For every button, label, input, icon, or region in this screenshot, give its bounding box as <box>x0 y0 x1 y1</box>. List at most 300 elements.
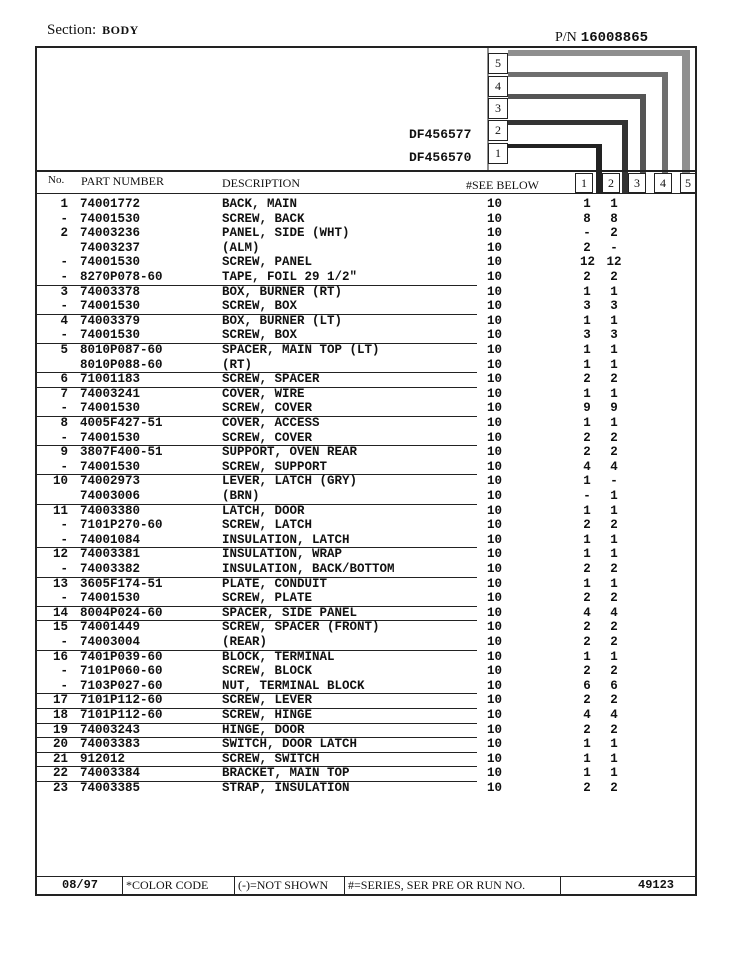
part-description: HINGE, DOOR <box>222 722 305 737</box>
part-description: COVER, ACCESS <box>222 416 320 430</box>
qty-variant-2: 2 <box>610 620 618 635</box>
qty-variant-1: 2 <box>583 693 591 708</box>
qty-variant-2: 1 <box>610 547 618 562</box>
part-number: 3605F174-51 <box>80 576 163 591</box>
see-below-code: 10 <box>487 591 503 606</box>
table-row <box>0 314 750 329</box>
qty-variant-1: 1 <box>583 751 591 766</box>
qty-variant-2: 2 <box>610 226 618 241</box>
see-below-code: 10 <box>487 372 503 387</box>
variant-box-4: 4 <box>488 76 508 97</box>
part-number: 7101P270-60 <box>80 518 163 533</box>
see-below-code: 10 <box>487 226 503 241</box>
see-below-code: 10 <box>487 649 503 664</box>
table-row <box>0 591 750 606</box>
bracket-5 <box>508 50 690 56</box>
table-row <box>0 620 750 635</box>
qty-variant-2: 1 <box>610 313 618 328</box>
part-number: 7101P112-60 <box>80 693 163 708</box>
qty-variant-1: 2 <box>583 620 591 635</box>
item-number: 6 <box>60 372 68 387</box>
qty-variant-2: - <box>610 240 618 255</box>
qty-variant-1: 1 <box>583 313 591 328</box>
qty-variant-1: 1 <box>583 532 591 547</box>
part-description: SCREW, COVER <box>222 430 313 445</box>
qty-variant-2: 8 <box>610 211 618 226</box>
part-description: TAPE, FOIL 29 1/2" <box>222 270 358 284</box>
see-below-code: 10 <box>487 693 503 708</box>
part-number: 74003383 <box>80 737 141 752</box>
table-row <box>0 679 750 694</box>
part-number: 74001084 <box>80 532 141 547</box>
bracket-2 <box>508 120 628 125</box>
item-number: 13 <box>52 576 68 591</box>
item-number: - <box>60 678 68 693</box>
item-number: 2 <box>60 226 68 241</box>
qty-variant-1: 1 <box>583 737 591 752</box>
qty-variant-1: 1 <box>583 343 591 357</box>
table-row <box>0 781 750 796</box>
section-value: BODY <box>102 23 139 37</box>
see-below-code: 10 <box>487 503 503 518</box>
see-below-code: 10 <box>487 445 503 460</box>
see-below-code: 10 <box>487 722 503 737</box>
table-row <box>0 197 750 212</box>
qty-variant-1: 1 <box>583 284 591 299</box>
table-row <box>0 285 750 300</box>
table-row <box>0 343 750 358</box>
see-below-code: 10 <box>487 664 503 679</box>
part-number: 8010P087-60 <box>80 343 163 357</box>
bracket-1 <box>508 144 602 148</box>
col-header-variant-5: 5 <box>680 173 696 193</box>
item-number: 9 <box>60 445 68 460</box>
item-number: 10 <box>52 474 68 489</box>
table-row <box>0 650 750 665</box>
qty-variant-2: - <box>610 474 618 489</box>
table-row <box>0 460 750 475</box>
table-row <box>0 723 750 738</box>
qty-variant-2: 2 <box>610 430 618 445</box>
qty-variant-1: 1 <box>583 766 591 781</box>
variant-box-3: 3 <box>488 98 508 119</box>
table-row <box>0 328 750 343</box>
table-row <box>0 693 750 708</box>
part-description: BOX, BURNER (LT) <box>222 313 343 328</box>
col-header-variant-4: 4 <box>654 173 672 193</box>
see-below-code: 10 <box>487 416 503 430</box>
footer-series: #=SERIES, SER PRE OR RUN NO. <box>348 878 526 892</box>
table-row <box>0 241 750 256</box>
qty-variant-1: 3 <box>583 328 591 343</box>
item-number: 8 <box>60 416 68 430</box>
see-below-code: 10 <box>487 270 503 284</box>
qty-variant-1: 1 <box>583 547 591 562</box>
qty-variant-1: 2 <box>583 430 591 445</box>
qty-variant-2: 1 <box>610 197 618 211</box>
qty-variant-2: 1 <box>610 416 618 430</box>
part-description: SCREW, SPACER (FRONT) <box>222 620 380 635</box>
part-number: 74001530 <box>80 591 141 606</box>
item-number: - <box>60 664 68 679</box>
part-number: 74003243 <box>80 722 141 737</box>
qty-variant-2: 2 <box>610 270 618 284</box>
qty-variant-2: 1 <box>610 343 618 357</box>
qty-variant-2: 9 <box>610 401 618 416</box>
section-heading <box>47 22 139 39</box>
part-description: SWITCH, DOOR LATCH <box>222 737 358 752</box>
see-below-code: 10 <box>487 401 503 416</box>
qty-variant-2: 1 <box>610 737 618 752</box>
table-row <box>0 431 750 446</box>
part-number: 8010P088-60 <box>80 357 163 372</box>
part-description: SCREW, LEVER <box>222 693 313 708</box>
qty-variant-1: 4 <box>583 459 591 474</box>
part-description: SCREW, BLOCK <box>222 664 313 679</box>
qty-variant-1: 2 <box>583 240 591 255</box>
part-number: 74001530 <box>80 255 141 270</box>
item-number: 5 <box>60 343 68 357</box>
qty-variant-1: 1 <box>583 357 591 372</box>
qty-variant-1: 1 <box>583 576 591 591</box>
qty-variant-2: 2 <box>610 635 618 649</box>
item-number: 17 <box>52 693 68 708</box>
bracket-3 <box>508 94 646 99</box>
part-number: 74003006 <box>80 489 141 503</box>
item-number: - <box>60 430 68 445</box>
part-number: 74001530 <box>80 299 141 314</box>
see-below-code: 10 <box>487 620 503 635</box>
qty-variant-1: 1 <box>583 503 591 518</box>
see-below-code: 10 <box>487 576 503 591</box>
table-row <box>0 533 750 548</box>
part-description: SCREW, BOX <box>222 299 298 314</box>
qty-variant-1: 2 <box>583 372 591 387</box>
col-header-variant-2: 2 <box>602 173 620 193</box>
item-number: 14 <box>52 605 68 620</box>
see-below-code: 10 <box>487 459 503 474</box>
model-code-2: DF456577 <box>409 127 472 142</box>
qty-variant-1: 2 <box>583 518 591 533</box>
item-number: 1 <box>60 197 68 211</box>
table-row <box>0 766 750 781</box>
part-number: 71001183 <box>80 372 141 387</box>
footer-not-shown: (-)=NOT SHOWN <box>238 878 329 892</box>
item-number: - <box>60 459 68 474</box>
part-number: 74003380 <box>80 503 141 518</box>
qty-variant-2: 1 <box>610 503 618 518</box>
see-below-code: 10 <box>487 766 503 781</box>
qty-variant-1: 2 <box>583 445 591 460</box>
part-description: LATCH, DOOR <box>222 503 305 518</box>
see-below-code: 10 <box>487 299 503 314</box>
footer-rule <box>35 876 697 877</box>
qty-variant-1: 1 <box>583 474 591 489</box>
item-number: - <box>60 211 68 226</box>
part-description: INSULATION, BACK/BOTTOM <box>222 562 395 576</box>
qty-variant-2: 3 <box>610 299 618 314</box>
table-row <box>0 387 750 402</box>
item-number: - <box>60 255 68 270</box>
qty-variant-1: 3 <box>583 299 591 314</box>
part-description: SPACER, MAIN TOP (LT) <box>222 343 380 357</box>
section-label: Section: <box>47 22 97 38</box>
part-number: 74003004 <box>80 635 141 649</box>
part-number: 74003378 <box>80 284 141 299</box>
item-number: 7 <box>60 386 68 401</box>
part-description: SCREW, COVER <box>222 401 313 416</box>
item-number: 12 <box>52 547 68 562</box>
qty-variant-2: 1 <box>610 357 618 372</box>
qty-variant-2: 2 <box>610 372 618 387</box>
part-description: PANEL, SIDE (WHT) <box>222 226 350 241</box>
table-row <box>0 708 750 723</box>
item-number: 19 <box>52 722 68 737</box>
table-row <box>0 547 750 562</box>
part-description: (ALM) <box>222 240 260 255</box>
part-description: SCREW, BOX <box>222 328 298 343</box>
see-below-code: 10 <box>487 386 503 401</box>
see-below-code: 10 <box>487 751 503 766</box>
part-number: 74003237 <box>80 240 141 255</box>
qty-variant-2: 2 <box>610 591 618 606</box>
item-number: - <box>60 270 68 284</box>
part-number: 74003379 <box>80 313 141 328</box>
part-description: BLOCK, TERMINAL <box>222 649 335 664</box>
part-description: (BRN) <box>222 489 260 503</box>
qty-variant-1: 4 <box>583 605 591 620</box>
qty-variant-1: 2 <box>583 270 591 284</box>
see-below-code: 10 <box>487 328 503 343</box>
qty-variant-1: 2 <box>583 781 591 795</box>
pn-value: 16008865 <box>580 30 649 46</box>
qty-variant-1: 8 <box>583 211 591 226</box>
qty-variant-1: 1 <box>583 649 591 664</box>
part-number: 74001530 <box>80 211 141 226</box>
see-below-code: 10 <box>487 313 503 328</box>
qty-variant-2: 6 <box>610 678 618 693</box>
qty-variant-1: 2 <box>583 635 591 649</box>
table-row <box>0 401 750 416</box>
model-code-1: DF456570 <box>409 150 472 165</box>
part-number: 74003382 <box>80 562 141 576</box>
table-row <box>0 212 750 227</box>
part-number: 7401P039-60 <box>80 649 163 664</box>
part-description: (RT) <box>222 357 253 372</box>
item-number: - <box>60 591 68 606</box>
see-below-code: 10 <box>487 197 503 211</box>
see-below-code: 10 <box>487 708 503 722</box>
qty-variant-2: 1 <box>610 649 618 664</box>
table-row <box>0 606 750 621</box>
see-below-code: 10 <box>487 489 503 503</box>
part-description: BRACKET, MAIN TOP <box>222 766 350 781</box>
qty-variant-2: 1 <box>610 386 618 401</box>
part-number: 3807F400-51 <box>80 445 163 460</box>
qty-variant-1: 1 <box>583 386 591 401</box>
part-number: 912012 <box>80 751 126 766</box>
item-number: 18 <box>52 708 68 722</box>
see-below-code: 10 <box>487 518 503 533</box>
col-header-see-below: #SEE BELOW <box>466 178 539 192</box>
part-number: 74001772 <box>80 197 141 211</box>
item-number: - <box>60 635 68 649</box>
qty-variant-2: 1 <box>610 532 618 547</box>
part-description: INSULATION, WRAP <box>222 547 343 562</box>
see-below-code: 10 <box>487 562 503 576</box>
part-description: INSULATION, LATCH <box>222 532 350 547</box>
table-row <box>0 562 750 577</box>
part-description: (REAR) <box>222 635 268 649</box>
qty-variant-2: 2 <box>610 445 618 460</box>
qty-variant-2: 2 <box>610 562 618 576</box>
qty-variant-1: 6 <box>583 678 591 693</box>
part-description: SCREW, SWITCH <box>222 751 320 766</box>
part-description: COVER, WIRE <box>222 386 305 401</box>
qty-variant-2: 1 <box>610 751 618 766</box>
qty-variant-1: 12 <box>580 255 596 270</box>
item-number: 4 <box>60 313 68 328</box>
item-number: 15 <box>52 620 68 635</box>
qty-variant-1: 9 <box>583 401 591 416</box>
qty-variant-2: 2 <box>610 664 618 679</box>
see-below-code: 10 <box>487 635 503 649</box>
see-below-code: 10 <box>487 211 503 226</box>
table-row <box>0 299 750 314</box>
part-number: 74003236 <box>80 226 141 241</box>
table-row <box>0 270 750 285</box>
see-below-code: 10 <box>487 430 503 445</box>
see-below-code: 10 <box>487 357 503 372</box>
part-number: 74003381 <box>80 547 141 562</box>
col-header-variant-1: 1 <box>575 173 593 193</box>
qty-variant-1: 2 <box>583 664 591 679</box>
frame-border-bottom <box>35 894 697 896</box>
part-number: 74003384 <box>80 766 141 781</box>
part-description: SCREW, SUPPORT <box>222 459 328 474</box>
part-number: 74001530 <box>80 430 141 445</box>
part-number: 74001530 <box>80 328 141 343</box>
pn-label: P/N <box>555 30 577 45</box>
part-number: 7101P112-60 <box>80 708 163 722</box>
table-row <box>0 445 750 460</box>
qty-variant-1: 1 <box>583 416 591 430</box>
table-row <box>0 416 750 431</box>
qty-variant-2: 12 <box>606 255 622 270</box>
bracket-4 <box>508 72 668 77</box>
footer-date: 08/97 <box>62 878 99 892</box>
see-below-code: 10 <box>487 547 503 562</box>
table-row <box>0 226 750 241</box>
qty-variant-2: 4 <box>610 605 618 620</box>
item-number: - <box>60 562 68 576</box>
part-description: SCREW, SPACER <box>222 372 320 387</box>
footer-color-code: *COLOR CODE <box>126 878 209 892</box>
qty-variant-2: 2 <box>610 722 618 737</box>
part-description: SCREW, LATCH <box>222 518 313 533</box>
part-number: 4005F427-51 <box>80 416 163 430</box>
header-rule-bottom <box>35 193 697 194</box>
see-below-code: 10 <box>487 737 503 752</box>
see-below-code: 10 <box>487 532 503 547</box>
part-description: SUPPORT, OVEN REAR <box>222 445 358 460</box>
header-rule <box>35 170 697 172</box>
table-row <box>0 372 750 387</box>
variant-box-5: 5 <box>488 53 508 74</box>
see-below-code: 10 <box>487 605 503 620</box>
qty-variant-2: 4 <box>610 708 618 722</box>
part-description: BOX, BURNER (RT) <box>222 284 343 299</box>
table-row <box>0 752 750 767</box>
qty-variant-2: 1 <box>610 576 618 591</box>
part-number-heading <box>555 30 648 46</box>
part-number: 74002973 <box>80 474 141 489</box>
qty-variant-2: 3 <box>610 328 618 343</box>
parts-list <box>0 195 750 795</box>
item-number: 11 <box>52 503 68 518</box>
footer-doc-number: 49123 <box>638 878 675 892</box>
see-below-code: 10 <box>487 678 503 693</box>
qty-variant-1: - <box>583 226 591 241</box>
item-number: - <box>60 299 68 314</box>
part-description: SPACER, SIDE PANEL <box>222 605 358 620</box>
table-row <box>0 664 750 679</box>
part-description: SCREW, HINGE <box>222 708 313 722</box>
part-description: BACK, MAIN <box>222 197 298 211</box>
part-number: 8270P078-60 <box>80 270 163 284</box>
table-row <box>0 737 750 752</box>
table-row <box>0 504 750 519</box>
see-below-code: 10 <box>487 284 503 299</box>
part-description: SCREW, BACK <box>222 211 305 226</box>
qty-variant-1: 1 <box>583 197 591 211</box>
part-number: 74003385 <box>80 781 141 795</box>
part-number: 74001530 <box>80 401 141 416</box>
part-number: 8004P024-60 <box>80 605 163 620</box>
part-description: STRAP, INSULATION <box>222 781 350 795</box>
see-below-code: 10 <box>487 781 503 795</box>
qty-variant-1: 4 <box>583 708 591 722</box>
col-header-description: DESCRIPTION <box>222 176 301 190</box>
qty-variant-2: 4 <box>610 459 618 474</box>
item-number: 16 <box>52 649 68 664</box>
qty-variant-1: 2 <box>583 722 591 737</box>
table-row <box>0 518 750 533</box>
see-below-code: 10 <box>487 255 503 270</box>
part-description: SCREW, PLATE <box>222 591 313 606</box>
table-row <box>0 474 750 489</box>
part-description: PLATE, CONDUIT <box>222 576 328 591</box>
col-header-no: No. <box>48 174 65 186</box>
part-description: LEVER, LATCH (GRY) <box>222 474 358 489</box>
item-number: 20 <box>52 737 68 752</box>
part-number: 74003241 <box>80 386 141 401</box>
part-number: 74001530 <box>80 459 141 474</box>
table-row <box>0 577 750 592</box>
variant-box-2: 2 <box>488 120 508 141</box>
qty-variant-1: - <box>583 489 591 503</box>
table-row <box>0 358 750 373</box>
item-number: - <box>60 532 68 547</box>
see-below-code: 10 <box>487 240 503 255</box>
see-below-code: 10 <box>487 474 503 489</box>
col-header-part-number: PART NUMBER <box>81 174 164 188</box>
part-number: 74001449 <box>80 620 141 635</box>
item-number: - <box>60 518 68 533</box>
qty-variant-2: 2 <box>610 781 618 795</box>
qty-variant-2: 1 <box>610 489 618 503</box>
item-number: - <box>60 401 68 416</box>
